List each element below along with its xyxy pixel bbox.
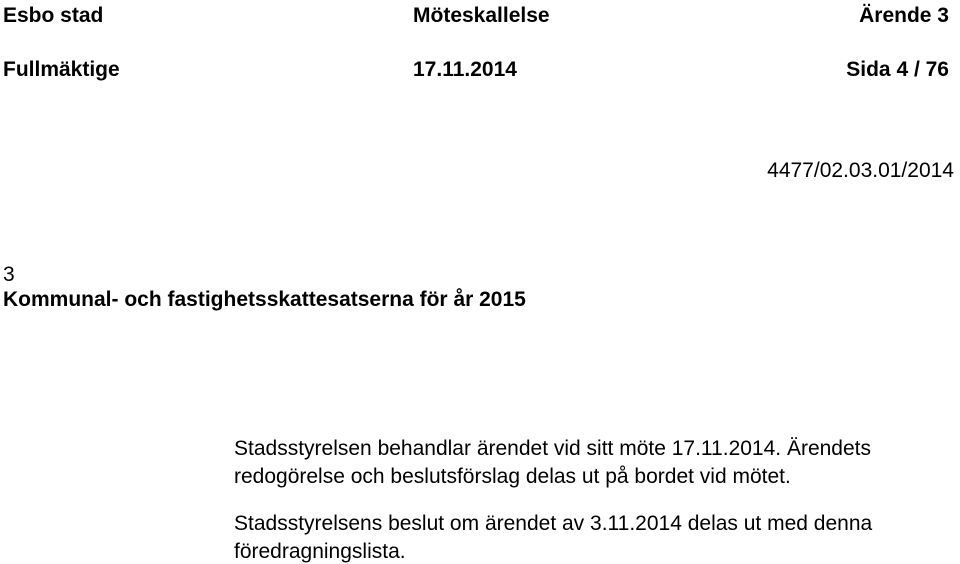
paragraph: Stadsstyrelsens beslut om ärendet av 3.11.2014 delas ut med denna föredragningslista. (234, 512, 873, 563)
item-label: Ärende 3 (859, 4, 949, 27)
meeting-date: 17.11.2014 (413, 58, 517, 81)
page-number: Sida 4 / 76 (846, 58, 949, 81)
reference-number: 4477/02.03.01/2014 (767, 159, 954, 182)
item-title: Kommunal- och fastighetsskattesatserna för år 2015 (3, 288, 526, 311)
paragraph: Stadsstyrelsen behandlar ärendet vid sitt möte 17.11.2014. Ärendets redogörelse och beslutsförslag delas ut på bordet vid mötet. (234, 437, 872, 488)
organization-name: Esbo stad (3, 4, 104, 27)
document-type: Möteskallelse (413, 4, 550, 27)
decision-body: Fullmäktige (3, 58, 120, 81)
item-number: 3 (3, 263, 15, 286)
